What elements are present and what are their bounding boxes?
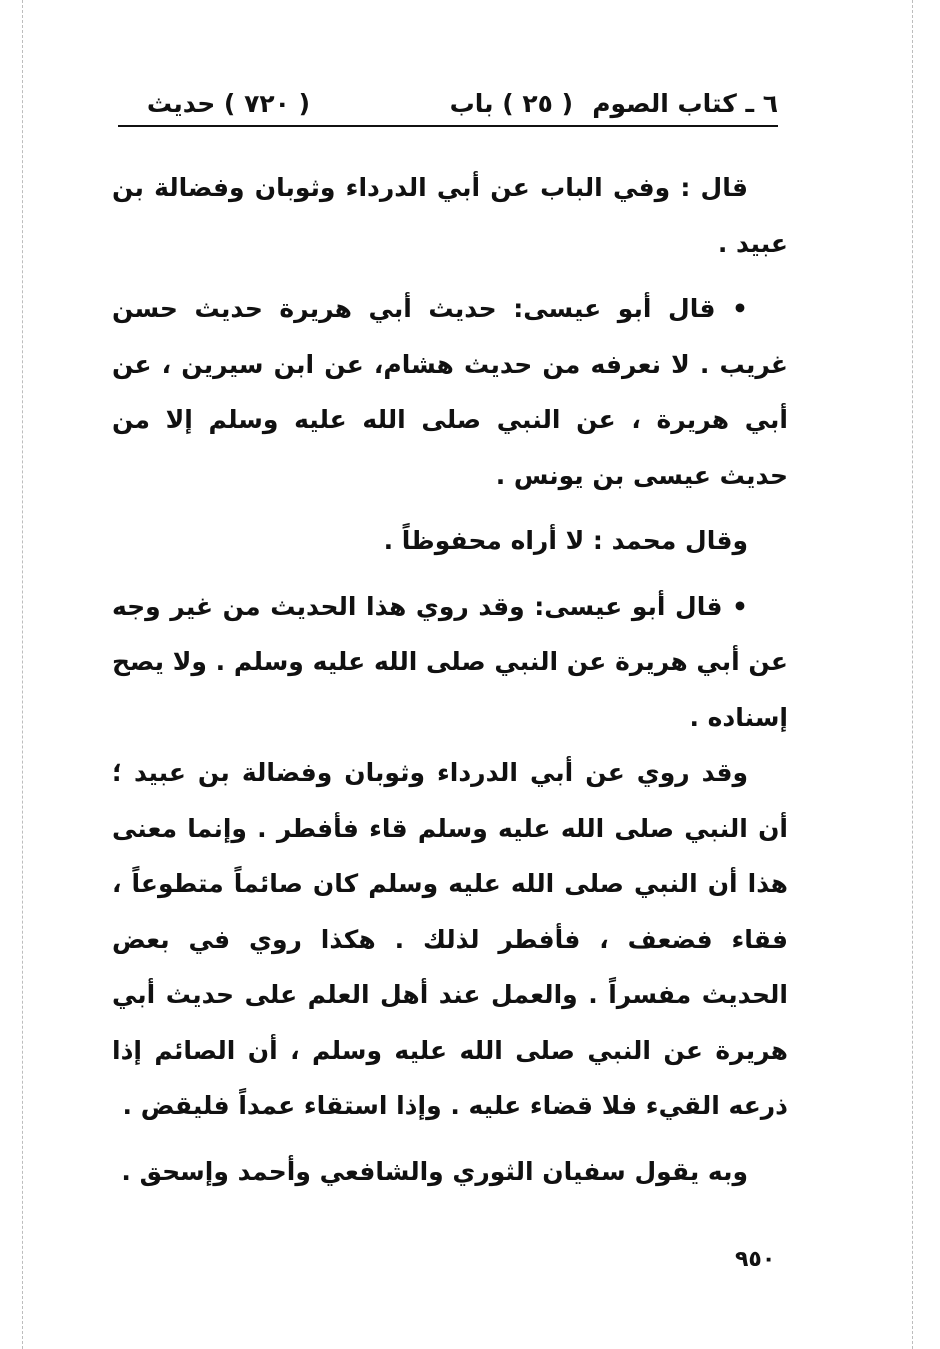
running-header: [118, 84, 778, 126]
paragraph-explanation: وقد روي عن أبي الدرداء وثوبان وفضالة بن عبيد ؛ أن النبي صلى الله عليه وسلم قاء فأفطر . وإنما معنى هذا أن النبي صلى الله عليه وسلم كان صائماً متطوعاً ، فقاء فضعف ، فأفطر لذلك . هكذا روي في بعض الحديث مفسراً . والعمل عند أهل العلم على حديث أبي هريرة عن النبي صلى الله عليه وسلم ، أن الصائم إذا ذرعه القيء فلا قضاء عليه . وإذا استقاء عمداً فليقض .: [112, 758, 788, 1120]
page-number: ٩٥٠: [735, 1247, 776, 1272]
scan-edge-left: [22, 0, 23, 1349]
paragraph-other-chains: • قال أبو عيسى: وقد روي هذا الحديث من غير وجه عن أبي هريرة عن النبي صلى الله عليه وسلم . ولا يصح إسناده .: [112, 591, 788, 732]
paragraph-muhammad-remark: وقال محمد : لا أراه محفوظاً .: [383, 526, 748, 555]
header-chapter-number: ( ٢٥ ) باب: [449, 89, 573, 118]
header-hadith-number: ( ٧٢٠ ) حديث: [146, 89, 310, 118]
paragraph-scholars: وبه يقول سفيان الثوري والشافعي وأحمد وإسحق .: [121, 1156, 748, 1186]
paragraph-abu-isa-grading: • قال أبو عيسى: حديث أبي هريرة حديث حسن غريب . لا نعرفه من حديث هشام، عن ابن سيرين ، عن أبي هريرة ، عن النبي صلى الله عليه وسلم إلا من حديث عيسى بن يونس .: [112, 294, 788, 490]
scan-edge-right: [912, 0, 913, 1349]
header-book-title: ٦ ـ كتاب الصوم: [592, 89, 778, 118]
header-rule: [118, 125, 778, 127]
paragraph-chapter-note: قال : وفي الباب عن أبي الدرداء وثوبان وفضالة بن عبيد .: [112, 173, 788, 258]
body-text: [112, 160, 788, 1199]
